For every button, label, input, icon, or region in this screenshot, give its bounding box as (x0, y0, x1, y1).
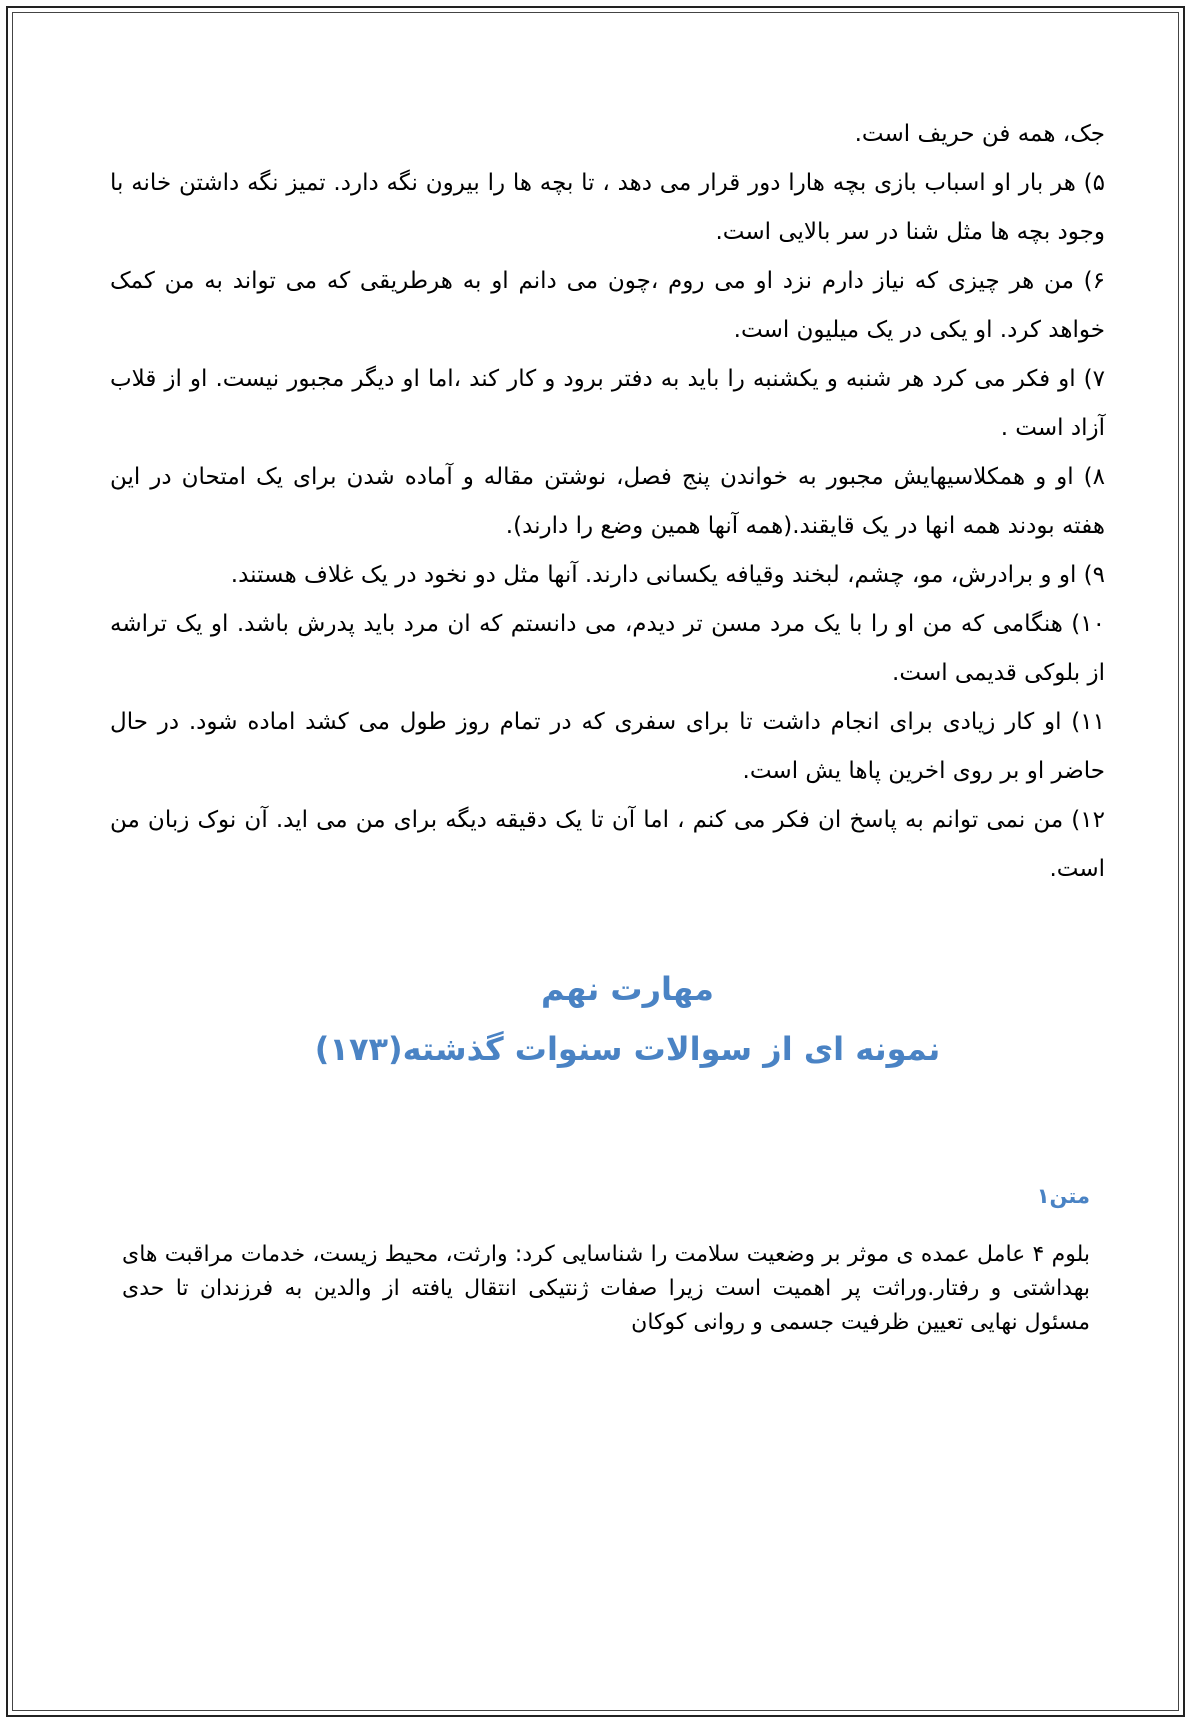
paragraph-5: ۵) هر بار او اسباب بازی بچه هارا دور قرار می دهد ، تا بچه ها را بیرون نگه دارد. تمیز نگه داشتن خانه با وجود بچه ها مثل شنا در سر بالایی است. (110, 170, 1105, 245)
paragraph-6: ۶) من هر چیزی که نیاز دارم نزد او می روم ،چون می دانم او به هرطریقی که می تواند به من کمک خواهد کرد. او یکی در یک میلیون است. (110, 268, 1105, 343)
paragraph-9: ۹) او و برادرش، مو، چشم، لبخند وقیافه یکسانی دارند. آنها مثل دو نخود در یک غلاف هستند. (230, 562, 1105, 588)
reading-passage: بلوم ۴ عامل عمده ی موثر بر وضعیت سلامت را شناسایی کرد: وارثت، محیط زیست، خدمات مراقبت های بهداشتی و رفتار.وراثت پر اهمیت است زیرا صفات ژنتیکی انتقال یافته از والدین به فرزندان تا حدی مسئول نهایی تعیین ظرفیت جسمی و روانی کوکان (122, 1242, 1090, 1335)
paragraph-8: ۸) او و همکلاسیهایش مجبور به خواندن پنج فصل، نوشتن مقاله و آماده شدن برای یک امتحان در این هفته بودند همه انها در یک قایقند.(همه آنها همین وضع را دارند). (110, 464, 1105, 539)
text-label: متن۱ (1036, 1184, 1090, 1208)
paragraph-10: ۱۰) هنگامی که من او را با یک مرد مسن تر دیدم، می دانستم که ان مرد باید پدرش باشد. او یک تراشه از بلوکی قدیمی است. (110, 611, 1105, 686)
idiom-paragraphs (110, 110, 1110, 894)
paragraph-11: ۱۱) او کار زیادی برای انجام داشت تا برای سفری که در تمام روز طول می کشد اماده شود. در حال حاضر او بر روی اخرین پاها یش است. (110, 709, 1105, 784)
section-headings (110, 959, 1110, 1079)
paragraph-4-end: جک، همه فن حریف است. (854, 121, 1105, 147)
skill-title: مهارت نهم (541, 970, 714, 1008)
paragraph-7: ۷) او فکر می کرد هر شنبه و یکشنبه را باید به دفتر برود و کار کند ،اما او دیگر مجبور نیست. او از قلاب آزاد است . (110, 366, 1105, 441)
page-content (110, 110, 1110, 1340)
paragraph-12: ۱۲) من نمی توانم به پاسخ ان فکر می کنم ، اما آن تا یک دقیقه دیگه برای من می اید. آن نوک زبان من است. (110, 807, 1105, 882)
sample-questions-title: نمونه ای از سوالات سنوات گذشته(۱۷۳) (314, 1030, 941, 1068)
